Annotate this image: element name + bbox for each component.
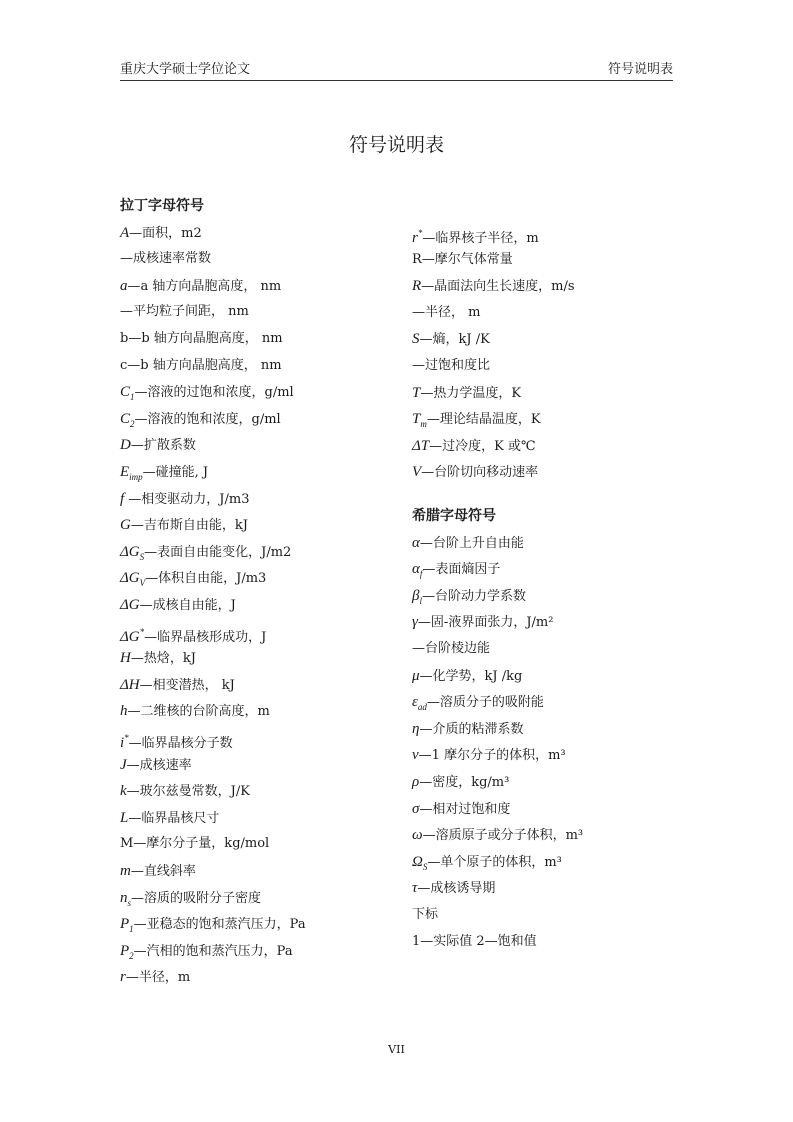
symbol-description: —临界晶核形成功，J bbox=[144, 629, 267, 645]
symbol-entry bbox=[120, 543, 291, 566]
symbol-superscript: * bbox=[124, 733, 129, 743]
symbol-entry bbox=[412, 826, 583, 845]
symbol-subscript: ad bbox=[417, 702, 427, 713]
symbol-description: —热力学温度，K bbox=[420, 385, 522, 401]
symbol: ρ bbox=[412, 774, 420, 790]
symbol-entry bbox=[412, 384, 521, 403]
symbol-description: —a 轴方向晶胞高度， nm bbox=[127, 278, 282, 294]
symbol-entry bbox=[412, 933, 537, 951]
symbol: m bbox=[120, 863, 131, 879]
symbol-entry bbox=[120, 330, 283, 348]
symbol-description: —过冷度，K 或℃ bbox=[429, 438, 536, 454]
symbol: a bbox=[120, 277, 128, 294]
symbol-entry bbox=[412, 224, 539, 248]
symbol-entry bbox=[412, 879, 495, 898]
symbol: $P_2$ bbox=[120, 942, 134, 961]
symbol: $T_m$ bbox=[412, 411, 427, 430]
symbol-description: —临界晶核尺寸 bbox=[128, 810, 220, 826]
symbol-description: —表面熵因子 bbox=[422, 562, 501, 578]
symbol-description: —成核速率 bbox=[126, 757, 192, 773]
symbol-description: —晶面法向生长速度，m/s bbox=[421, 279, 575, 295]
symbol-entry bbox=[120, 277, 281, 296]
symbol: $C_1$ bbox=[120, 384, 135, 403]
symbol: r* bbox=[412, 228, 423, 246]
symbol-entry bbox=[120, 942, 293, 965]
symbol: R bbox=[412, 278, 422, 295]
header-thesis-title: 重庆大学硕士学位论文 bbox=[120, 62, 251, 77]
symbol-description: —溶液的饱和浓度，g/ml bbox=[134, 411, 281, 427]
symbol: ΔH bbox=[120, 676, 140, 693]
symbol-description: b—b 轴方向晶胞高度， nm bbox=[120, 331, 283, 346]
symbol: f bbox=[120, 490, 125, 507]
symbol: h bbox=[120, 703, 128, 720]
symbol-description: —玻尔兹曼常数，J/K bbox=[126, 784, 250, 800]
symbol: $\alpha_f$ bbox=[412, 561, 423, 580]
symbol-subscript: s bbox=[127, 897, 132, 908]
symbol-entry bbox=[412, 587, 526, 610]
symbol-entry bbox=[120, 782, 250, 801]
symbol: G bbox=[120, 517, 131, 534]
symbol-description: —化学势，kJ /kg bbox=[419, 668, 523, 684]
symbol-subscript: V bbox=[139, 578, 146, 589]
symbol-description: —溶液的过饱和浓度，g/ml bbox=[134, 385, 294, 401]
symbol-entry bbox=[412, 746, 566, 765]
symbol-description: —二维核的台阶高度，m bbox=[127, 704, 270, 720]
symbol: $\Delta G_V$ bbox=[120, 570, 146, 589]
symbol: J bbox=[120, 756, 127, 773]
symbol-entry bbox=[120, 516, 248, 535]
symbol-description: —成核诱导期 bbox=[417, 881, 496, 897]
symbol-description: —台阶动力学系数 bbox=[422, 588, 527, 604]
symbol: η bbox=[412, 720, 420, 737]
symbol-description: —亚稳态的饱和蒸汽压力，Pa bbox=[133, 917, 306, 933]
symbol-entry bbox=[412, 667, 522, 686]
symbol-entry bbox=[120, 649, 196, 668]
symbol-description: —碰撞能, J bbox=[142, 465, 209, 480]
symbol-description: —平均粒子间距， nm bbox=[120, 304, 249, 320]
symbol-subscript: S bbox=[422, 861, 428, 872]
symbol-description: —台阶上升自由能 bbox=[419, 535, 524, 551]
symbol: $\beta_l$ bbox=[412, 587, 422, 606]
symbol: V bbox=[412, 464, 422, 481]
symbol-description: —汽相的饱和蒸汽压力，Pa bbox=[133, 943, 293, 959]
symbol: S bbox=[412, 331, 420, 348]
symbol-entry bbox=[120, 224, 202, 243]
symbol: $P_1$ bbox=[120, 916, 134, 935]
symbol-description: —相变驱动力，J/m3 bbox=[124, 491, 250, 507]
symbol-description: —熵，kJ /K bbox=[419, 332, 490, 348]
symbol-description: —固-液界面张力，J/m² bbox=[417, 615, 554, 631]
symbol: $n_s$ bbox=[120, 889, 132, 908]
symbol-entry bbox=[412, 357, 490, 375]
symbol-entry bbox=[120, 862, 196, 881]
symbol-entry bbox=[120, 915, 306, 938]
symbol-entry bbox=[412, 410, 541, 433]
symbol-description: M—摩尔分子量，kg/mol bbox=[120, 836, 270, 852]
symbol-subscript: m bbox=[420, 419, 427, 430]
symbol: $\Omega_S$ bbox=[412, 853, 428, 872]
symbol-entry bbox=[412, 773, 509, 792]
symbol-superscript: * bbox=[139, 626, 145, 637]
symbol-entry bbox=[412, 534, 524, 553]
symbol: A bbox=[120, 224, 130, 241]
symbol: $\Delta G_S$ bbox=[120, 543, 145, 562]
symbol-description: —过饱和度比 bbox=[412, 358, 491, 373]
symbol-entry bbox=[412, 720, 523, 739]
symbol-entry bbox=[120, 835, 269, 853]
symbol-entry bbox=[120, 702, 270, 721]
symbol-description: —介质的粘滞系数 bbox=[419, 721, 524, 737]
symbol-description: —半径， m bbox=[412, 304, 481, 320]
page-title: 符号说明表 bbox=[348, 134, 444, 156]
symbol-entry bbox=[412, 251, 513, 269]
symbol-entry bbox=[120, 357, 282, 375]
symbol-entry bbox=[120, 303, 249, 321]
symbol-subscript: S bbox=[139, 551, 145, 562]
symbol-description: —面积，m2 bbox=[129, 225, 202, 241]
symbol-subscript: 2 bbox=[129, 950, 134, 961]
symbol: i* bbox=[120, 733, 129, 751]
symbol-description: —密度，kg/m³ bbox=[419, 775, 510, 790]
symbol-subscript: imp bbox=[129, 472, 143, 482]
symbol: L bbox=[120, 809, 129, 826]
symbol-subscript: 1 bbox=[129, 924, 134, 935]
symbol-entry bbox=[412, 640, 490, 658]
symbol-description: 1—实际值 2—饱和值 bbox=[412, 933, 537, 949]
symbol-description: —半径，m bbox=[125, 970, 191, 986]
symbol-description: —热焓，kJ bbox=[130, 651, 196, 667]
symbol-entry bbox=[120, 596, 236, 615]
symbol-description: 下标 bbox=[412, 907, 439, 922]
symbol-description: —台阶棱边能 bbox=[412, 641, 491, 656]
symbol-description: R—摩尔气体常量 bbox=[412, 251, 513, 267]
symbol-entry bbox=[412, 463, 538, 482]
section-heading: 拉丁字母符号 bbox=[120, 198, 204, 214]
symbol-description: —直线斜率 bbox=[130, 864, 196, 879]
running-header bbox=[120, 58, 673, 81]
symbol-entry bbox=[412, 304, 480, 322]
symbol-entry bbox=[120, 436, 196, 455]
symbol-entry bbox=[120, 889, 261, 912]
symbol-entry bbox=[120, 569, 266, 592]
symbol-description: —溶质的吸附分子密度 bbox=[131, 890, 262, 906]
symbol-subscript: f bbox=[419, 569, 423, 580]
symbol-entry bbox=[412, 330, 490, 349]
symbol: ΔT bbox=[412, 437, 430, 454]
symbol-description: —表面自由能变化，J/m2 bbox=[144, 544, 292, 560]
symbol-description: —吉布斯自由能，kJ bbox=[130, 518, 248, 534]
symbol: μ bbox=[412, 667, 420, 684]
symbol-entry bbox=[120, 809, 219, 828]
symbol: τ bbox=[412, 880, 418, 897]
section-heading: 希腊字母符号 bbox=[412, 508, 496, 524]
symbol-entry bbox=[412, 560, 500, 583]
symbol: ν bbox=[412, 747, 419, 764]
symbol-entry bbox=[412, 613, 553, 632]
symbol: ΔG bbox=[120, 597, 140, 613]
symbol-description: —1 摩尔分子的体积，m³ bbox=[418, 748, 566, 764]
symbol: $E_{imp}$ bbox=[120, 464, 143, 482]
symbol-entry bbox=[120, 463, 208, 486]
symbol-entry bbox=[412, 277, 575, 296]
symbol-description: —理论结晶温度，K bbox=[426, 412, 541, 428]
symbol: ΔG* bbox=[120, 626, 145, 645]
symbol-description: —体积自由能，J/m3 bbox=[145, 571, 267, 587]
symbol: α bbox=[412, 534, 420, 551]
symbol-description: —扩散系数 bbox=[130, 438, 196, 454]
symbol-entry bbox=[120, 490, 250, 509]
symbol-description: —溶质原子或分子体积，m³ bbox=[422, 828, 584, 844]
symbol-entry bbox=[120, 676, 235, 695]
symbol-entry bbox=[120, 250, 211, 268]
symbol-description: c—b 轴方向晶胞高度， nm bbox=[120, 357, 282, 373]
symbol-entry bbox=[120, 410, 281, 433]
symbol-description: —相对过饱和度 bbox=[419, 801, 511, 817]
header-section-title: 符号说明表 bbox=[607, 62, 673, 77]
symbol-subscript: 2 bbox=[130, 418, 135, 429]
symbol-entry bbox=[412, 437, 536, 456]
symbol-entry bbox=[412, 906, 438, 924]
symbol-entry bbox=[412, 800, 510, 819]
symbol-description: —临界核子半径，m bbox=[422, 231, 539, 246]
symbol: D bbox=[120, 437, 131, 454]
symbol-entry bbox=[120, 729, 233, 753]
symbol-subscript: l bbox=[419, 595, 422, 606]
symbol: $\varepsilon_{ad}$ bbox=[412, 694, 427, 713]
symbol-description: —成核速率常数 bbox=[120, 251, 212, 267]
symbol-entry bbox=[120, 968, 190, 987]
symbol-entry bbox=[120, 623, 266, 647]
symbol-subscript: 1 bbox=[130, 392, 135, 403]
symbol: r bbox=[120, 969, 126, 986]
symbol-description: —相变潜热， kJ bbox=[139, 677, 235, 693]
symbol-description: —台阶切向移动速率 bbox=[421, 465, 539, 481]
symbol-entry bbox=[120, 383, 294, 406]
symbol-entry bbox=[412, 853, 562, 876]
symbol-description: —溶质分子的吸附能 bbox=[426, 695, 544, 711]
symbol: H bbox=[120, 650, 131, 667]
symbol-entry bbox=[412, 693, 544, 716]
symbol-superscript: * bbox=[417, 228, 423, 238]
symbol: ω bbox=[412, 827, 423, 844]
symbol: $C_2$ bbox=[120, 410, 135, 429]
symbol: T bbox=[412, 384, 421, 401]
symbol-description: —单个原子的体积，m³ bbox=[427, 854, 562, 870]
page-number: VII bbox=[388, 1043, 405, 1056]
symbol-description: —成核自由能，J bbox=[139, 598, 236, 613]
symbol: σ bbox=[412, 800, 420, 817]
symbol: γ bbox=[412, 614, 418, 631]
symbol-description: —临界晶核分子数 bbox=[128, 736, 233, 751]
symbol-entry bbox=[120, 756, 192, 775]
symbol: k bbox=[120, 783, 127, 800]
